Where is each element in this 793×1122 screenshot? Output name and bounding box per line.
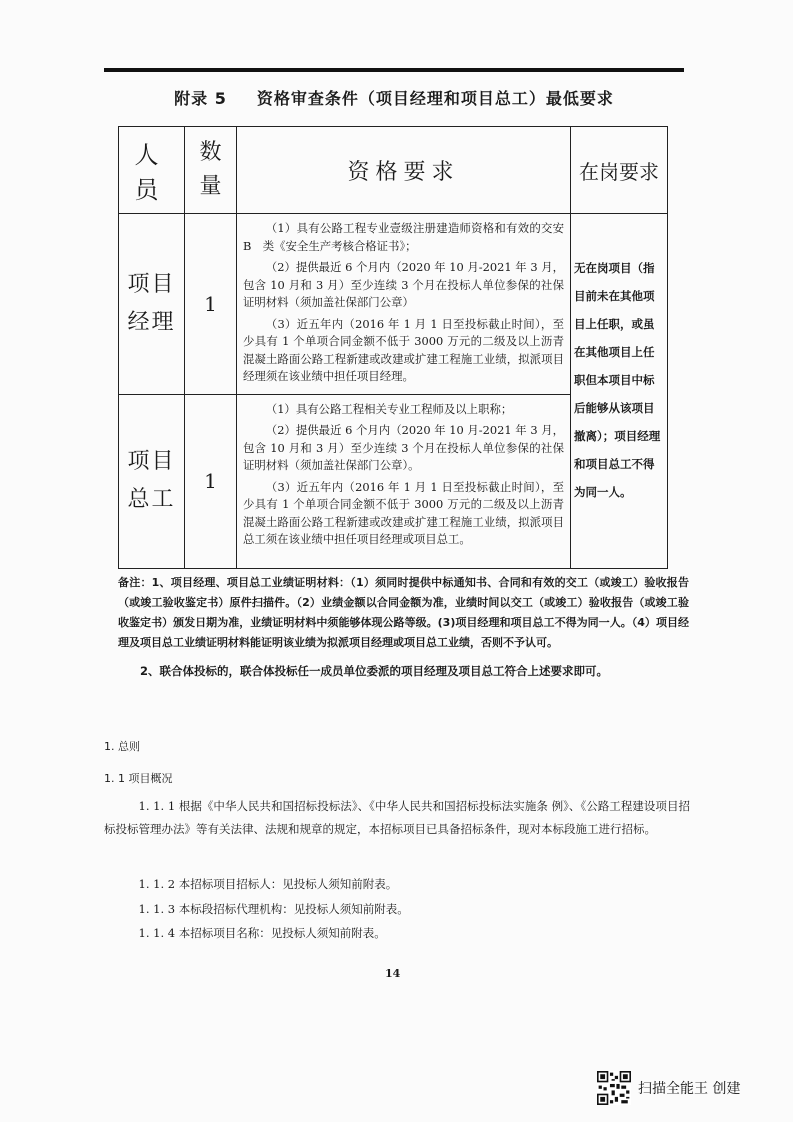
qualification-table [118, 126, 668, 569]
duty-requirement: 无在岗项目（指目前未在其他项目上任职，或虽在其他项目上任职但本项目中标后能够从该项目撤离）；项目经理和项目总工不得为同一人。 [571, 214, 668, 569]
role-line-1: 项目 [127, 271, 176, 297]
requirement-item: （3）近五年内（2016 年 1 月 1 日至投标截止时间），至少具有 1 个单项合同金额不低于 3000 万元的二级及以上沥青混凝土路面公路工程新建或改建或扩建工程施工业绩，拟派项目经理须在该业绩中担任项目经理。 [243, 316, 564, 383]
qr-code-icon [597, 1071, 631, 1105]
role-line-2: 总工 [127, 487, 176, 512]
paragraph-1-1-2: 1. 1. 2 本招标项目招标人：见投标人须知前附表。 [138, 877, 398, 891]
paragraph-1-1-1: 1. 1. 1 根据《中华人民共和国招标投标法》、《中华人民共和国招标投标法实施条 例》、《公路工程建设项目招标投标管理办法》等有关法律、法规和规章的规定，本招标项目已具备招标条件，现对本标段施工进行招标。 [104, 799, 690, 836]
qty-chief-engineer: 1 [185, 394, 237, 568]
page-title [104, 86, 684, 109]
scanner-watermark [597, 1071, 740, 1105]
top-rule [104, 68, 684, 72]
note-2: 2、联合体投标的，联合体投标任一成员单位委派的项目经理及项目总工符合上述要求即可。 [140, 664, 608, 678]
header-qty [185, 127, 237, 214]
header-qty-line-1: 数 [199, 140, 222, 165]
requirement-item: （2）提供最近 6 个月内（2020 年 10 月-2021 年 3 月，包含 10 月和 3 月）至少连续 3 个月在投标人单位参保的社保证明材料（须加盖社保部门公章）。 [243, 423, 564, 472]
header-person: 人员 [119, 127, 185, 214]
appendix-number: 附录 5 [174, 89, 227, 108]
header-qty-line-2: 量 [199, 174, 222, 199]
role-chief-engineer [119, 394, 185, 568]
page-number: 14 [385, 967, 401, 980]
requirement-item: （1）具有公路工程专业壹级注册建造师资格和有效的交安 B 类《安全生产考核合格证书》； [243, 221, 576, 253]
section-heading-overview: 1. 1 项目概况 [104, 772, 173, 785]
note-1: 备注：1、项目经理、项目总工业绩证明材料：（1）须同时提供中标通知书、合同和有效的交工（或竣工）验收报告（或竣工验收鉴定书）原件扫描件。（2）业绩金额以合同金额为准，业绩时间以交工（或竣工）验收报告（或竣工验收鉴定书）颁发日期为准，业绩证明材料中须能够体现公路等级。(3)项目经理和项目总工不得为同一人。（4）项目经理及项目总工业绩证明材料能证明该业绩为拟派项目经理或项目总工业绩，否则不予认可。 [118, 576, 689, 649]
role-project-manager [119, 214, 185, 395]
paragraph-1-1-4: 1. 1. 4 本招标项目名称：见投标人须知前附表。 [138, 926, 386, 940]
role-line-1: 项目 [127, 449, 176, 474]
header-requirements: 资格要求 [237, 127, 571, 214]
requirement-item: （2）提供最近 6 个月内（2020 年 10 月-2021 年 3 月，包含 10 月和 3 月）至少连续 3 个月在投标人单位参保的社保证明材料（须加盖社保部门公章） [243, 260, 564, 309]
section-heading-general: 1. 总则 [104, 740, 140, 753]
requirements-project-manager [237, 214, 576, 395]
requirement-item: （3）近五年内（2016 年 1 月 1 日至投标截止时间），至少具有 1 个单项合同金额不低于 3000 万元的二级及以上沥青混凝土路面公路工程新建或改建或扩建工程施工业绩，拟派项目总工须在该业绩中担任项目经理或项目总工。 [243, 479, 564, 546]
requirement-item: （1）具有公路工程相关专业工程师及以上职称； [265, 401, 513, 416]
paragraph-1-1-3: 1. 1. 3 本标段招标代理机构：见投标人须知前附表。 [138, 902, 409, 916]
role-line-2: 经理 [127, 309, 176, 335]
table-row-project-manager [119, 214, 668, 395]
table-header-row [119, 127, 668, 214]
requirements-chief-engineer [237, 394, 571, 568]
appendix-title: 资格审查条件（项目经理和项目总工）最低要求 [256, 89, 614, 108]
header-duty: 在岗要求 [571, 127, 668, 214]
watermark-text: 扫描全能王 创建 [638, 1081, 741, 1097]
qty-project-manager: 1 [185, 214, 237, 395]
